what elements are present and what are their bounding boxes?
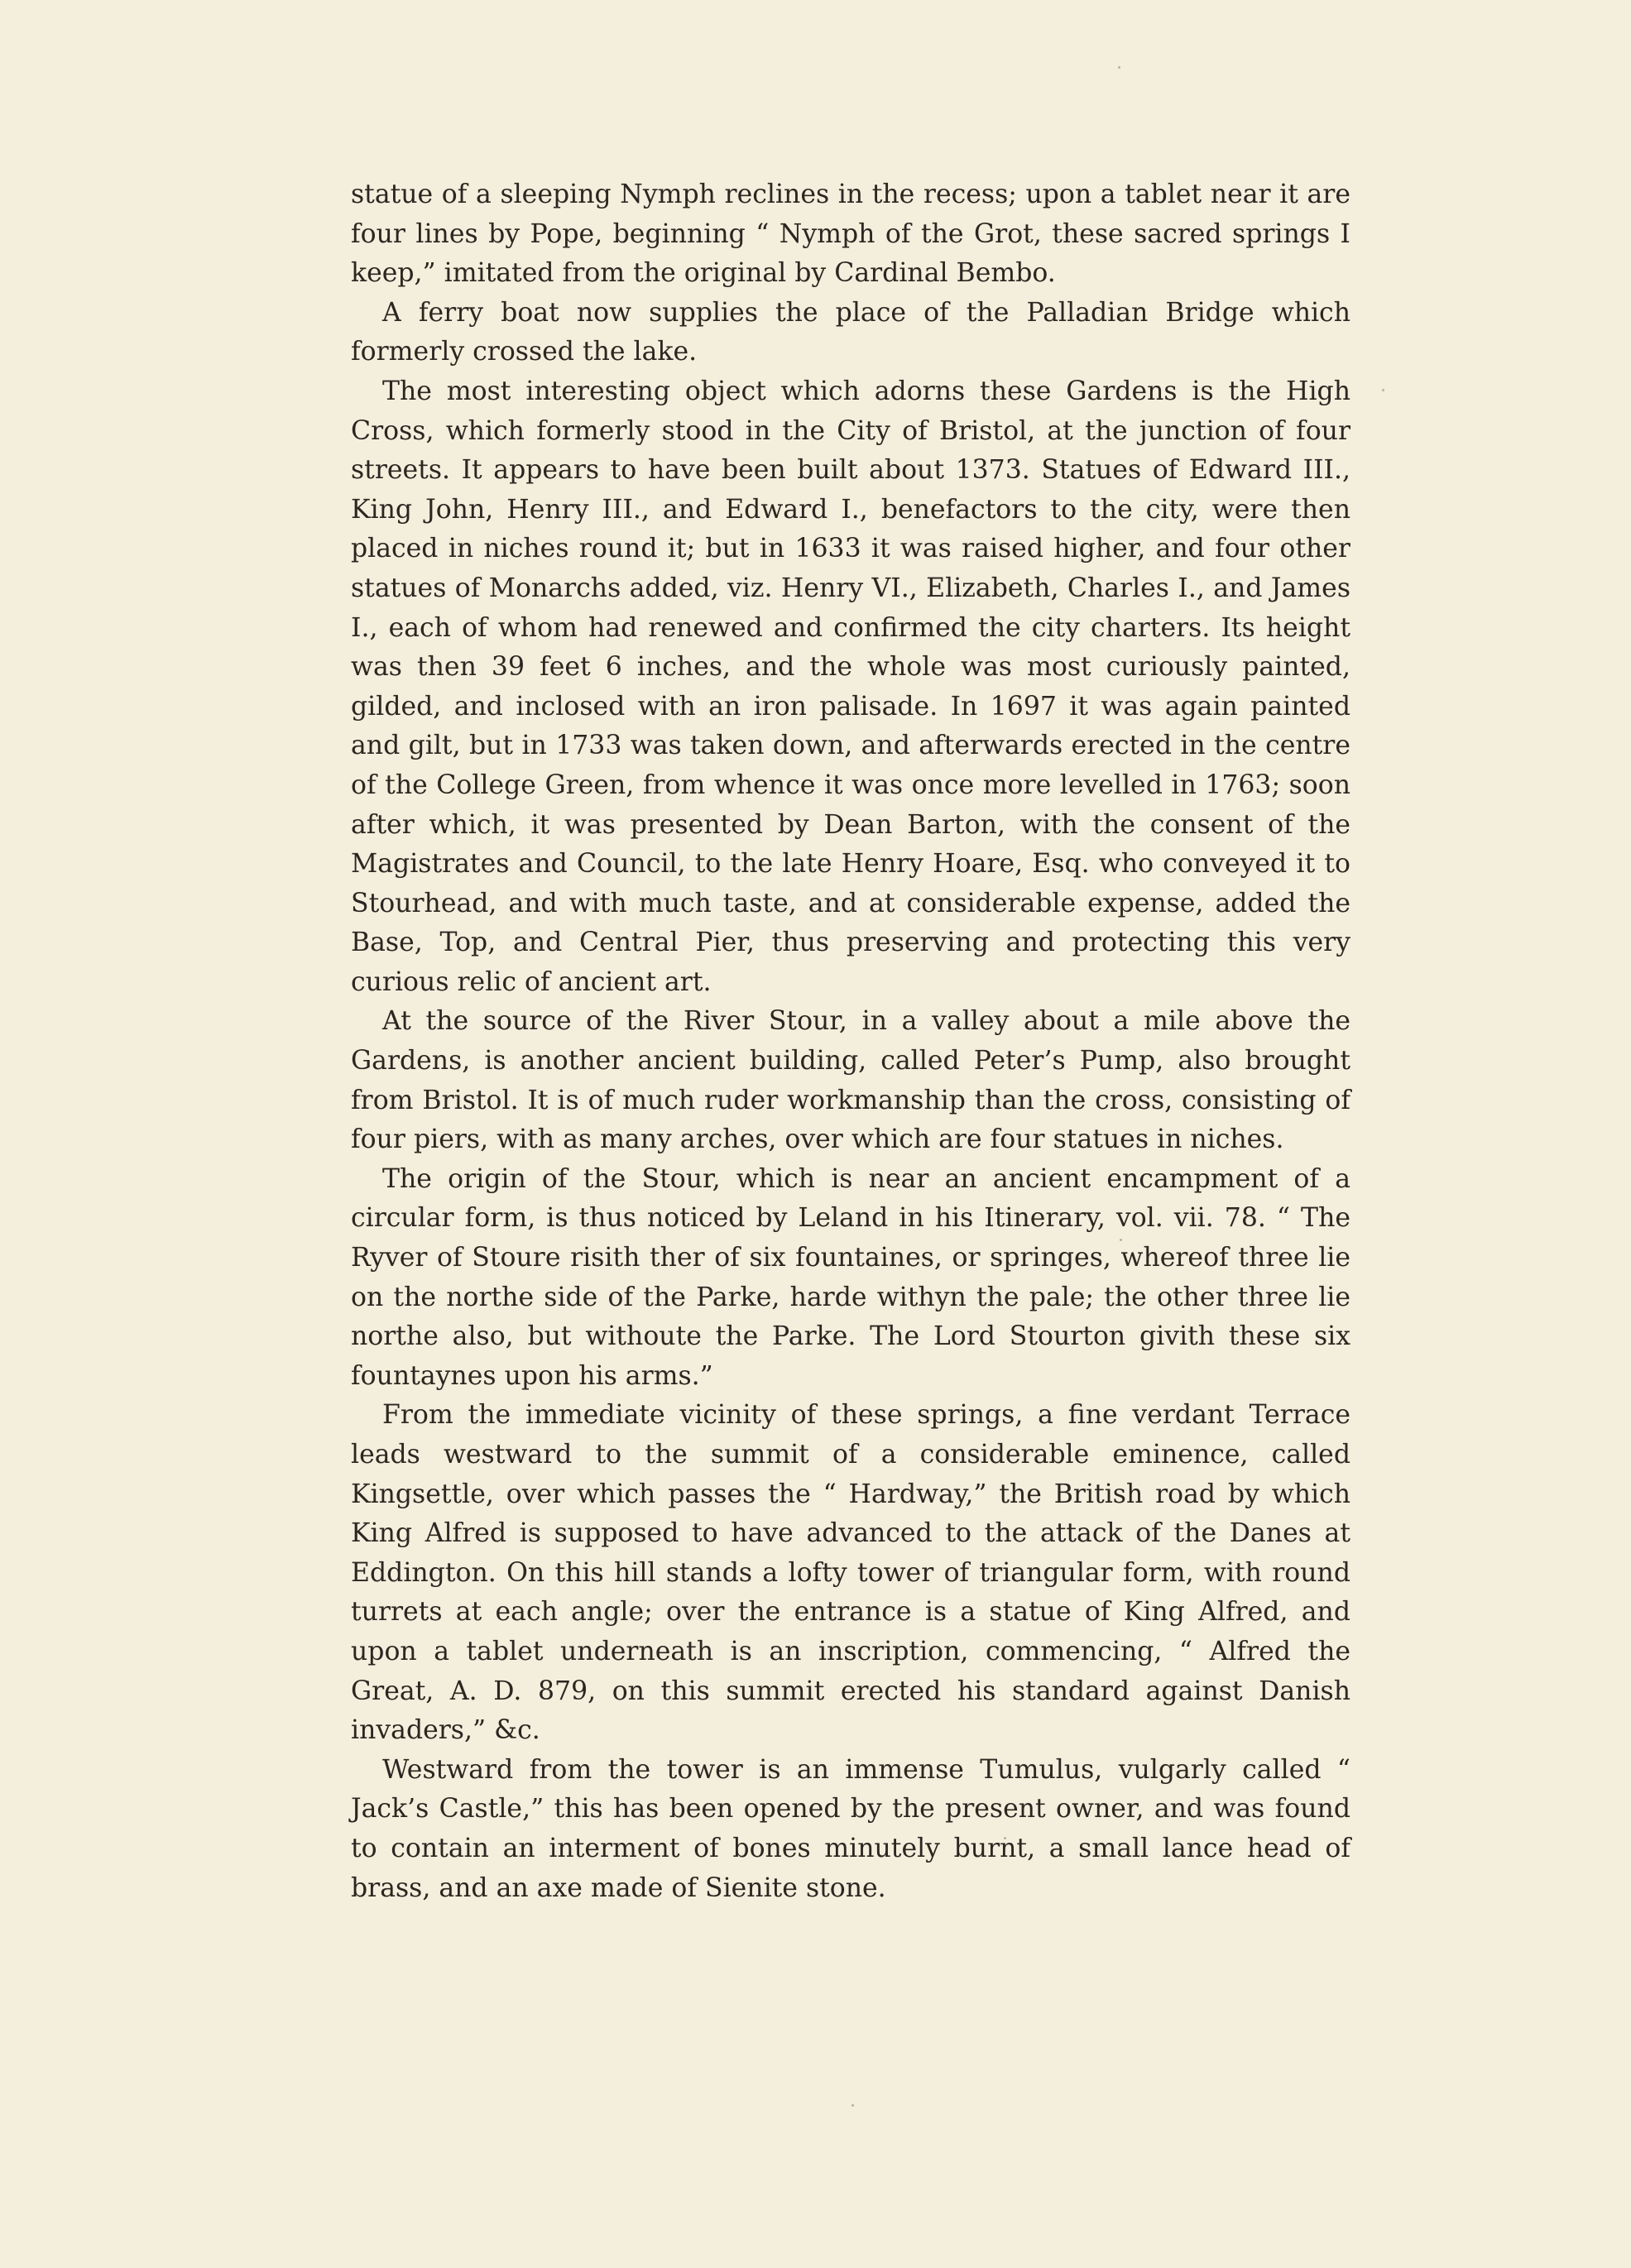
paragraph-peters-pump: At the source of the River Stour, in a valley about a mile above the Gardens, is another ancient building, called Peter’s Pump, also brought from Bristol. It is of much ruder workmanship than the cross, consisting of four piers, with as many arches, over which are four statues in niches. — [351, 1006, 1350, 1155]
page-speck — [851, 2104, 854, 2107]
paragraph-alfreds-tower: From the immediate vicinity of these springs, a fine verdant Terrace leads westward to the summit of a considerable eminence, called Kingsettle, over which passes the “ Hardway,” the British road by which King Alfred is supposed to have advanced to the attack of the Danes at Eddington. On this hill stands a lofty tower of triangular form, with round turrets at each angle; over the entrance is a statue of King Alfred, and upon a tablet underneath is an inscription, commencing, “ Alfred the Great, A. D. 879, on this summit erected his standard against Danish invaders,” &c. — [351, 1400, 1350, 1746]
paragraph-nymph-statue: statue of a sleeping Nymph reclines in the recess; upon a tablet near it are four lines by Pope, beginning “ Nymph of the Grot, these sacred springs I keep,” imitated from the original by Cardinal Bembo. — [351, 180, 1350, 289]
page-speck — [1118, 66, 1120, 69]
paragraph-origin-of-stour: The origin of the Stour, which is near an ancient encampment of a circular form, is thus noticed by Leland in his Itinerary, vol. vii. 78. “ The Ryver of Stoure risith ther of six fountaines, or springes, whereof three lie on the northe side of the Parke, harde withyn the pale; the other three lie northe also, but withoute the Parke. The Lord Stourton givith these six fountaynes upon his arms.” — [351, 1163, 1350, 1391]
paragraph-jacks-castle: Westward from the tower is an immense Tumulus, vulgarly called “ Jack’s Castle,” this has been opened by the present owner, and was found to contain an interment of bones minutely burnt, a small lance head of brass, and an axe made of Sienite stone. — [351, 1754, 1350, 1903]
paragraph-high-cross: The most interesting object which adorns these Gardens is the High Cross, which formerly stood in the City of Bristol, at the junction of four streets. It appears to have been built about 1373. Statues of Edward III., King John, Henry III., and Edward I., benefactors to the city, were then placed in niches round it; but in 1633 it was raised higher, and four other statues of Monarchs added, viz. Henry VI., Elizabeth, Charles I., and James I., each of whom had renewed and confirmed the city charters. Its height was then 39 feet 6 inches, and the whole was most curiously painted, gilded, and inclosed with an iron palisade. In 1697 it was again painted and gilt, but in 1733 was taken down, and afterwards erected in the centre of the College Green, from whence it was once more levelled in 1763; soon after which, it was presented by Dean Barton, with the consent of the Magistrates and Council, to the late Henry Hoare, Esq. who conveyed it to Stourhead, and with much taste, and at considerable expense, added the Base, Top, and Central Pier, thus preserving and protecting this very curious relic of ancient art. — [351, 376, 1350, 997]
page-speck — [1382, 389, 1384, 391]
body-text — [351, 175, 1350, 1908]
paragraph-ferry-boat: A ferry boat now supplies the place of the Palladian Bridge which formerly crossed the lake. — [351, 297, 1350, 367]
